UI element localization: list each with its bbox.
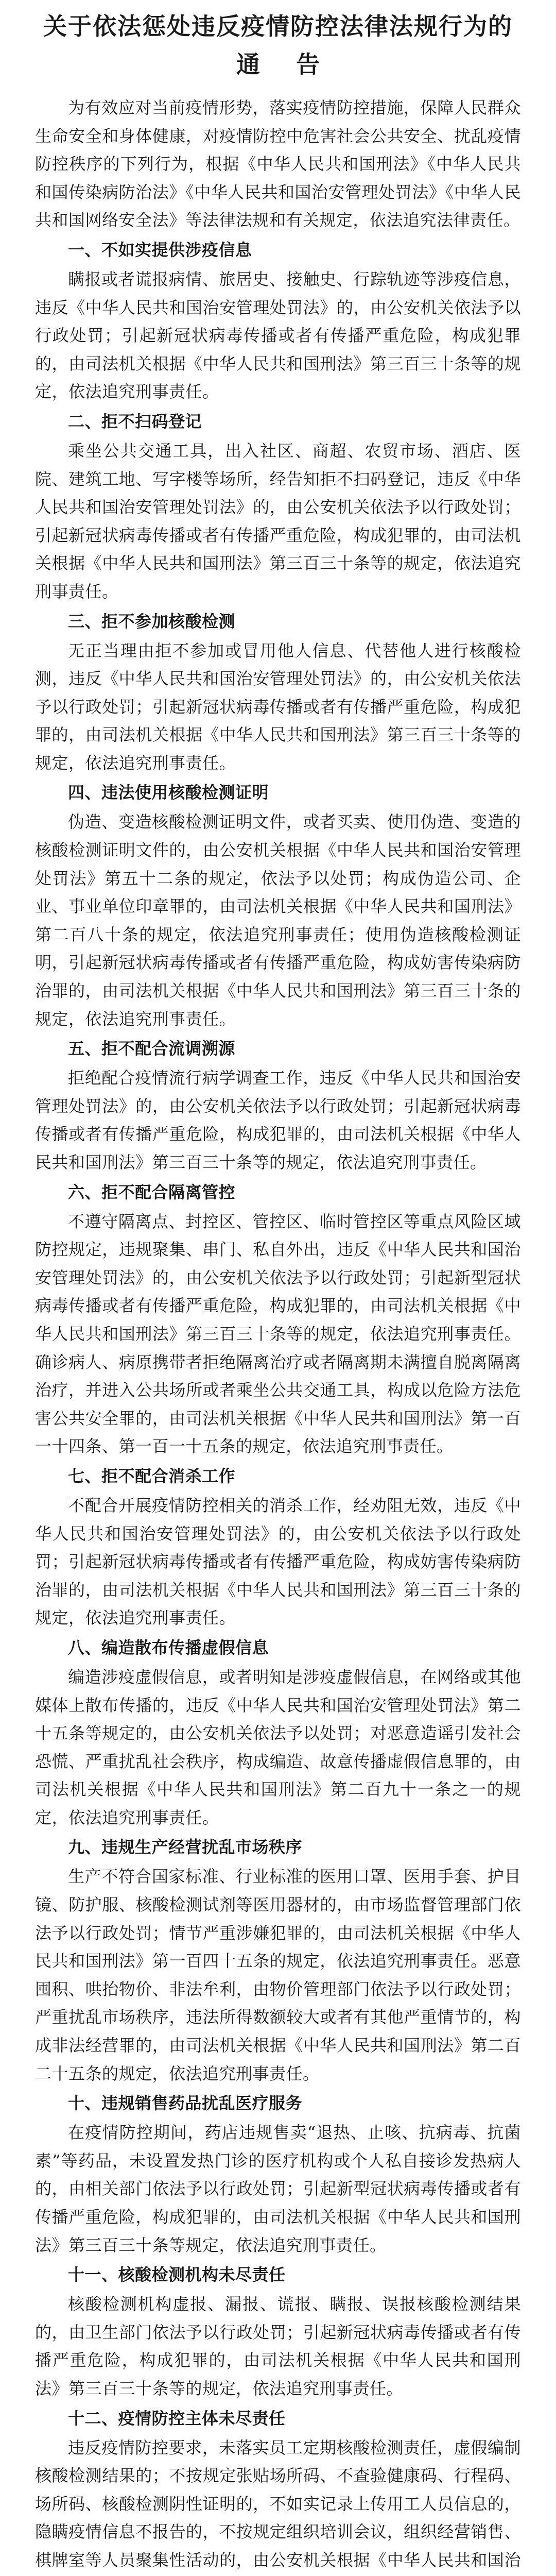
section-body: 不配合开展疫情防控相关的消杀工作，经劝阻无效，违反《中华人民共和国治安管理处罚法》的，由公安机关依法予以行政处罚；引起新冠状病毒传播或者有传播严重危险，构成妨害传染病防治罪的，由司法机关根据《中华人民共和国刑法》第三百三十条的规定，依法追究刑事责任。 — [35, 1495, 521, 1628]
section-body: 无正当理由拒不参加或冒用他人信息、代替他人进行核酸检测，违反《中华人民共和国治安管理处罚法》的，由公安机关依法予以行政处罚；引起新冠状病毒传播或者有传播严重危险，构成犯罪的，由司法机关根据《中华人民共和国刑法》第三百三十条等的规定，依法追究刑事责任。 — [35, 640, 521, 773]
section-body: 核酸检测机构虚报、漏报、谎报、瞒报、误报核酸检测结果的，由卫生部门依法予以行政处罚；引起新冠状病毒传播或者有传播严重危险，构成犯罪的，由司法机关根据《中华人民共和国刑法》第三百三十条等的规定，依法追究刑事责任。 — [35, 2294, 521, 2398]
section-heading: 六、拒不配合隔离管控 — [68, 1182, 236, 1202]
section-body: 在疫情防控期间，药店违规售卖“退热、止咳、抗病毒、抗菌素”等药品，未设置发热门诊的医疗机构或个人私自接诊发热病人的，由相关部门依法予以行政处罚；引起新型冠状病毒传播或者有传播严重危险，构成犯罪的，由司法机关根据《中华人民共和国刑法》第三百三十条等规定，依法追究刑事责任。 — [35, 2123, 521, 2255]
title-line-1: 关于依法惩处违反疫情防控法律法规行为的 — [43, 12, 513, 40]
section-heading: 七、拒不配合消杀工作 — [68, 1466, 236, 1486]
section-body: 拒绝配合疫情流行病学调查工作，违反《中华人民共和国治安管理处罚法》的，由公安机关依法予以行政处罚；引起新冠状病毒传播或者有传播严重危险，构成犯罪的，由司法机关根据《中华人民共和国刑法》第三百三十条等的规定，依法追究刑事责任。 — [35, 1068, 521, 1172]
notice-title — [35, 0, 521, 83]
intro-paragraph: 为有效应对当前疫情形势，落实疫情防控措施，保障人民群众生命安全和身体健康，对疫情防控中危害社会公共安全、扰乱疫情防控秩序的下列行为，根据《中华人民共和国刑法》《中华人民共和国传染病防治法》《中华人民共和国治安管理处罚法》《中华人民共和国网络安全法》等法律法规和有关规定，依法追究法律责任。 — [35, 98, 521, 230]
section-body: 不遵守隔离点、封控区、管控区、临时管控区等重点风险区域防控规定，违规聚集、串门、私自外出，违反《中华人民共和国治安管理处罚法》的，由公安机关依法予以行政处罚；引起新型冠状病毒传播或者有传播严重危险，构成犯罪的，由司法机关根据《中华人民共和国刑法》第三百三十条等的规定，依法追究刑事责任。确诊病人、病原携带者拒绝隔离治疗或者隔离期未满擅自脱离隔离治疗，并进入公共场所或者乘坐公共交通工具，构成以危险方法危害公共安全罪的，由司法机关根据《中华人民共和国刑法》第一百一十四条、第一百一十五条的规定，依法追究刑事责任。 — [35, 1211, 521, 1456]
section-body: 违反疫情防控要求，未落实员工定期核酸检测责任，虚假编制核酸检测结果的；不按规定张贴场所码、不查验健康码、行程码、场所码、核酸检测阴性证明的，不如实记录上传用工人员信息的，隐瞒疫情信息不报告的，不按规定组织培训会议，组织经营销售、棋牌室等人员聚集性活动的，由公安机关根据《中华人民共和国治 — [35, 2437, 521, 2570]
section-heading: 十二、疫情防控主体未尽责任 — [68, 2408, 286, 2428]
title-line-2: 通告 — [236, 50, 356, 78]
section-body: 生产不符合国家标准、行业标准的医用口罩、医用手套、护目镜、防护服、核酸检测试剂等医用器材的，由市场监督管理部门依法予以行政处罚；情节严重涉嫌犯罪的，由司法机关根据《中华人民共和国刑法》第一百四十五条的规定，依法追究刑事责任。恶意囤积、哄抬物价、非法牟利，由物价管理部门依法予以行政处罚；严重扰乱市场秩序，违法所得数额较大或者有其他严重情节的，构成非法经营罪的，由司法机关根据《中华人民共和国刑法》第二百二十五条的规定，依法追究刑事责任。 — [35, 1867, 521, 2083]
section-heading: 三、拒不参加核酸检测 — [68, 611, 236, 631]
sections-list — [35, 234, 521, 2576]
section-heading: 一、不如实提供涉疫信息 — [68, 240, 252, 260]
section-heading: 四、违法使用核酸检测证明 — [68, 783, 269, 803]
section-heading: 二、拒不扫码登记 — [68, 411, 202, 431]
section-body: 编造涉疫虚假信息，或者明知是涉疫虚假信息，在网络或其他媒体上散布传播的，违反《中华人民共和国治安管理处罚法》第二十五条等规定的，由公安机关依法予以处罚；对恶意造谣引发社会恐慌、严重扰乱社会秩序，构成编造、故意传播虚假信息罪的，由司法机关根据《中华人民共和国刑法》第二百九十一条之一的规定，依法追究刑事责任。 — [35, 1667, 521, 1827]
section-body: 瞒报或者谎报病情、旅居史、接触史、行踪轨迹等涉疫信息，违反《中华人民共和国治安管理处罚法》的，由公安机关依法予以行政处罚；引起新冠状病毒传播或者有传播严重危险，构成犯罪的，由司法机关根据《中华人民共和国刑法》第三百三十条等的规定，依法追究刑事责任。 — [35, 269, 521, 402]
section-heading: 九、违规生产经营扰乱市场秩序 — [68, 1837, 303, 1857]
section-heading: 五、拒不配合流调溯源 — [68, 1039, 236, 1059]
section-body: 伪造、变造核酸检测证明文件，或者买卖、使用伪造、变造的核酸检测证明文件的，由公安机关根据《中华人民共和国治安管理处罚法》第五十二条的规定，依法予以处罚；构成伪造公司、企业、事业单位印章罪的，由司法机关根据《中华人民共和国刑法》第二百八十条的规定，依法追究刑事责任；使用伪造核酸检测证明，引起新冠状病毒传播或者有传播严重危险，构成妨害传染病防治罪的，由司法机关根据《中华人民共和国刑法》第三百三十条的规定，依法追究刑事责任。 — [35, 812, 521, 1029]
section-heading: 八、编造散布传播虚假信息 — [68, 1637, 269, 1657]
section-heading: 十、违规销售药品扰乱医疗服务 — [68, 2093, 303, 2113]
section-body: 乘坐公共交通工具，出入社区、商超、农贸市场、酒店、医院、建筑工地、写字楼等场所，经告知拒不扫码登记，违反《中华人民共和国治安管理处罚法》的，由公安机关依法予以行政处罚；引起新冠状病毒传播或者有传播严重危险，构成犯罪的，由司法机关根据《中华人民共和国刑法》第三百三十条等的规定，依法追究刑事责任。 — [35, 440, 521, 601]
section-heading: 十一、核酸检测机构未尽责任 — [68, 2265, 286, 2285]
